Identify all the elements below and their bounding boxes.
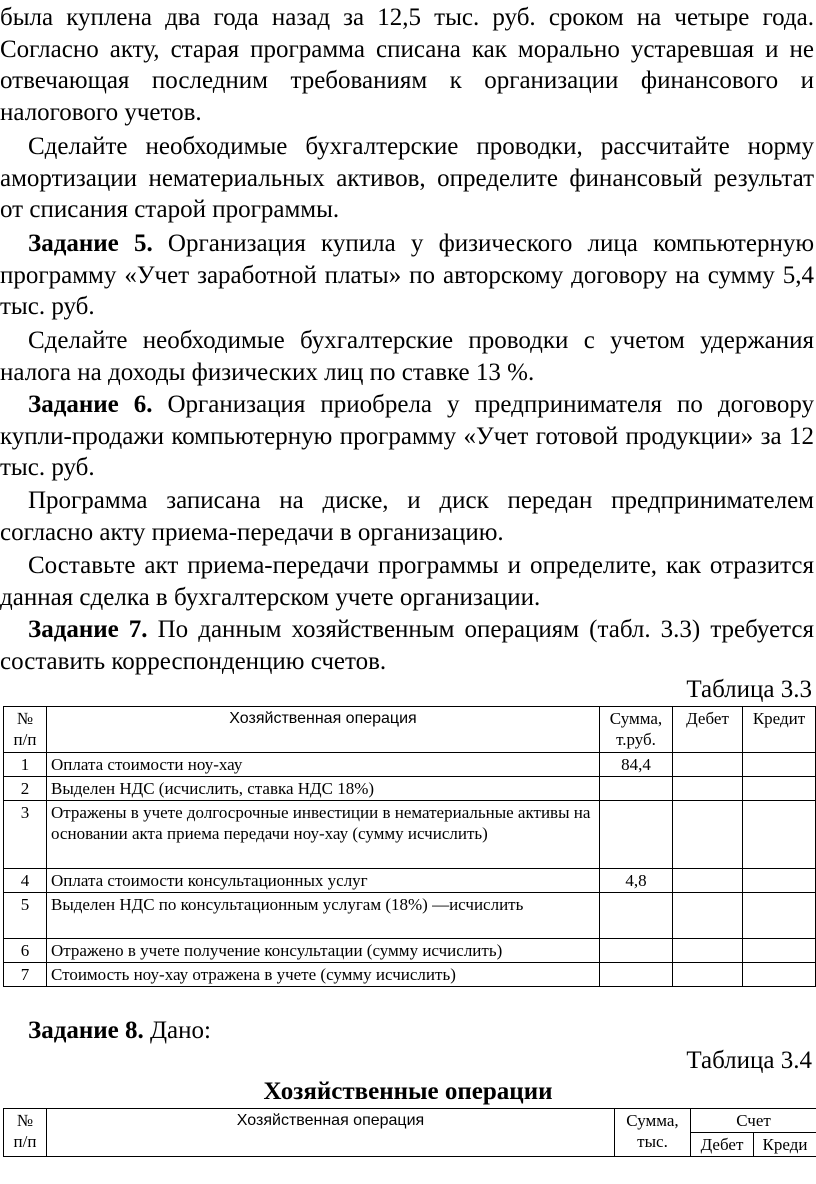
paragraph-1-text: была куплена два года назад за 12,5 тыс. руб. сроком на четыре года. Согласно акту, старая программа списана как морально устаревшая и не отвечающая последним требованиям к организации финансового и налогового учетов. xyxy=(0,4,814,126)
row-debit xyxy=(673,801,743,869)
row-debit xyxy=(673,869,743,893)
row-sum: 84,4 xyxy=(600,753,673,777)
row-num: 1 xyxy=(4,753,47,777)
header-operation: Хозяйственная операция xyxy=(47,1109,615,1157)
task-6-label: Задание 6. xyxy=(28,391,153,418)
task-6-paragraph xyxy=(0,389,814,484)
row-sum: 4,8 xyxy=(600,869,673,893)
table-row xyxy=(4,753,816,777)
table-3-3-caption: Таблица 3.3 xyxy=(686,676,812,703)
row-sum xyxy=(600,777,673,801)
row-num: 3 xyxy=(4,801,47,869)
task-7-body: По данным хозяйственным операциям (табл. 3.3) требуется составить корреспонденцию счетов. xyxy=(0,616,814,675)
row-num: 7 xyxy=(4,963,47,987)
header-account: Счет xyxy=(691,1109,816,1133)
row-credit xyxy=(743,869,816,893)
paragraph-2 xyxy=(0,131,814,226)
paragraph-4 xyxy=(0,325,814,388)
row-sum xyxy=(600,893,673,939)
table-row xyxy=(4,893,816,939)
row-operation: Отражены в учете долгосрочные инвестиции в нематериальные активы на основании акта приема передачи ноу-хау (сумму исчислить) xyxy=(47,801,600,869)
row-operation: Выделен НДС (исчислить, ставка НДС 18%) xyxy=(47,777,600,801)
row-credit xyxy=(743,939,816,963)
task-5-text xyxy=(0,228,814,323)
row-credit xyxy=(743,963,816,987)
table-3-3-header-row xyxy=(4,707,816,753)
table-3-4-title: Хозяйственные операции xyxy=(263,1078,553,1105)
row-operation: Оплата стоимости ноу-хау xyxy=(47,753,600,777)
task-5-body: Организация купила у физического лица компьютерную программу «Учет заработной платы» по авторскому договору на сумму 5,4 тыс. руб. xyxy=(0,230,814,320)
task-7-paragraph xyxy=(0,614,814,677)
row-credit xyxy=(743,777,816,801)
task-6-body: Организация приобрела у предпринимателя по договору купли-продажи компьютерную программу «Учет готовой продукции» за 12 тыс. руб. xyxy=(0,391,815,481)
task-6-text xyxy=(0,389,814,484)
task-7-label: Задание 7. xyxy=(28,616,148,643)
row-operation: Оплата стоимости консультационных услуг xyxy=(47,869,600,893)
row-debit xyxy=(673,777,743,801)
header-sum: Сумма, тыс. xyxy=(615,1109,691,1157)
header-num: № п/п xyxy=(4,707,47,753)
table-3-4-header-row xyxy=(4,1109,816,1133)
header-sum: Сумма, т.руб. xyxy=(600,707,673,753)
header-credit: Креди xyxy=(754,1133,816,1157)
row-operation: Выделен НДС по консультационным услугам (18%) —исчислить xyxy=(47,893,600,939)
task-8-text xyxy=(0,1015,814,1047)
paragraph-7-text: Составьте акт приема-передачи программы и определите, как отразится данная сделка в бухгалтерском учете организации. xyxy=(0,552,814,611)
header-debit: Дебет xyxy=(691,1133,754,1157)
row-num: 4 xyxy=(4,869,47,893)
paragraph-6-text: Программа записана на диске, и диск передан предпринимателем согласно акту приема-передачи в организацию. xyxy=(0,487,814,546)
row-operation: Стоимость ноу-хау отражена в учете (сумму исчислить) xyxy=(47,963,600,987)
table-row xyxy=(4,801,816,869)
header-credit: Кредит xyxy=(743,707,816,753)
row-debit xyxy=(673,893,743,939)
paragraph-7 xyxy=(0,550,814,613)
paragraph-2-text: Сделайте необходимые бухгалтерские проводки, рассчитайте норму амортизации нематериальных активов, определите финансовый результат от списания старой программы. xyxy=(0,133,814,223)
row-debit xyxy=(673,753,743,777)
header-num: № п/п xyxy=(4,1109,47,1157)
table-3-4-caption: Таблица 3.4 xyxy=(686,1047,812,1074)
header-debit: Дебет xyxy=(673,707,743,753)
row-operation: Отражено в учете получение консультации (сумму исчислить) xyxy=(47,939,600,963)
row-credit xyxy=(743,801,816,869)
task-8-label: Задание 8. xyxy=(28,1017,144,1044)
row-num: 5 xyxy=(4,893,47,939)
paragraph-4-text: Сделайте необходимые бухгалтерские проводки с учетом удержания налога на доходы физических лиц по ставке 13 %. xyxy=(0,327,814,386)
row-debit xyxy=(673,963,743,987)
row-credit xyxy=(743,753,816,777)
table-row xyxy=(4,963,816,987)
table-row xyxy=(4,939,816,963)
row-num: 6 xyxy=(4,939,47,963)
row-sum xyxy=(600,963,673,987)
table-3-4 xyxy=(3,1108,816,1157)
table-3-3 xyxy=(3,706,816,987)
paragraph-6 xyxy=(0,485,814,548)
row-credit xyxy=(743,893,816,939)
row-sum xyxy=(600,801,673,869)
paragraph-1 xyxy=(0,2,814,128)
row-num: 2 xyxy=(4,777,47,801)
header-operation: Хозяйственная операция xyxy=(47,707,600,753)
task-5-label: Задание 5. xyxy=(28,230,153,257)
task-8-body: Дано: xyxy=(143,1017,211,1044)
task-7-text xyxy=(0,614,814,677)
row-sum xyxy=(600,939,673,963)
table-row xyxy=(4,777,816,801)
row-debit xyxy=(673,939,743,963)
task-8-paragraph xyxy=(0,1015,814,1047)
task-5-paragraph xyxy=(0,228,814,323)
table-row xyxy=(4,869,816,893)
